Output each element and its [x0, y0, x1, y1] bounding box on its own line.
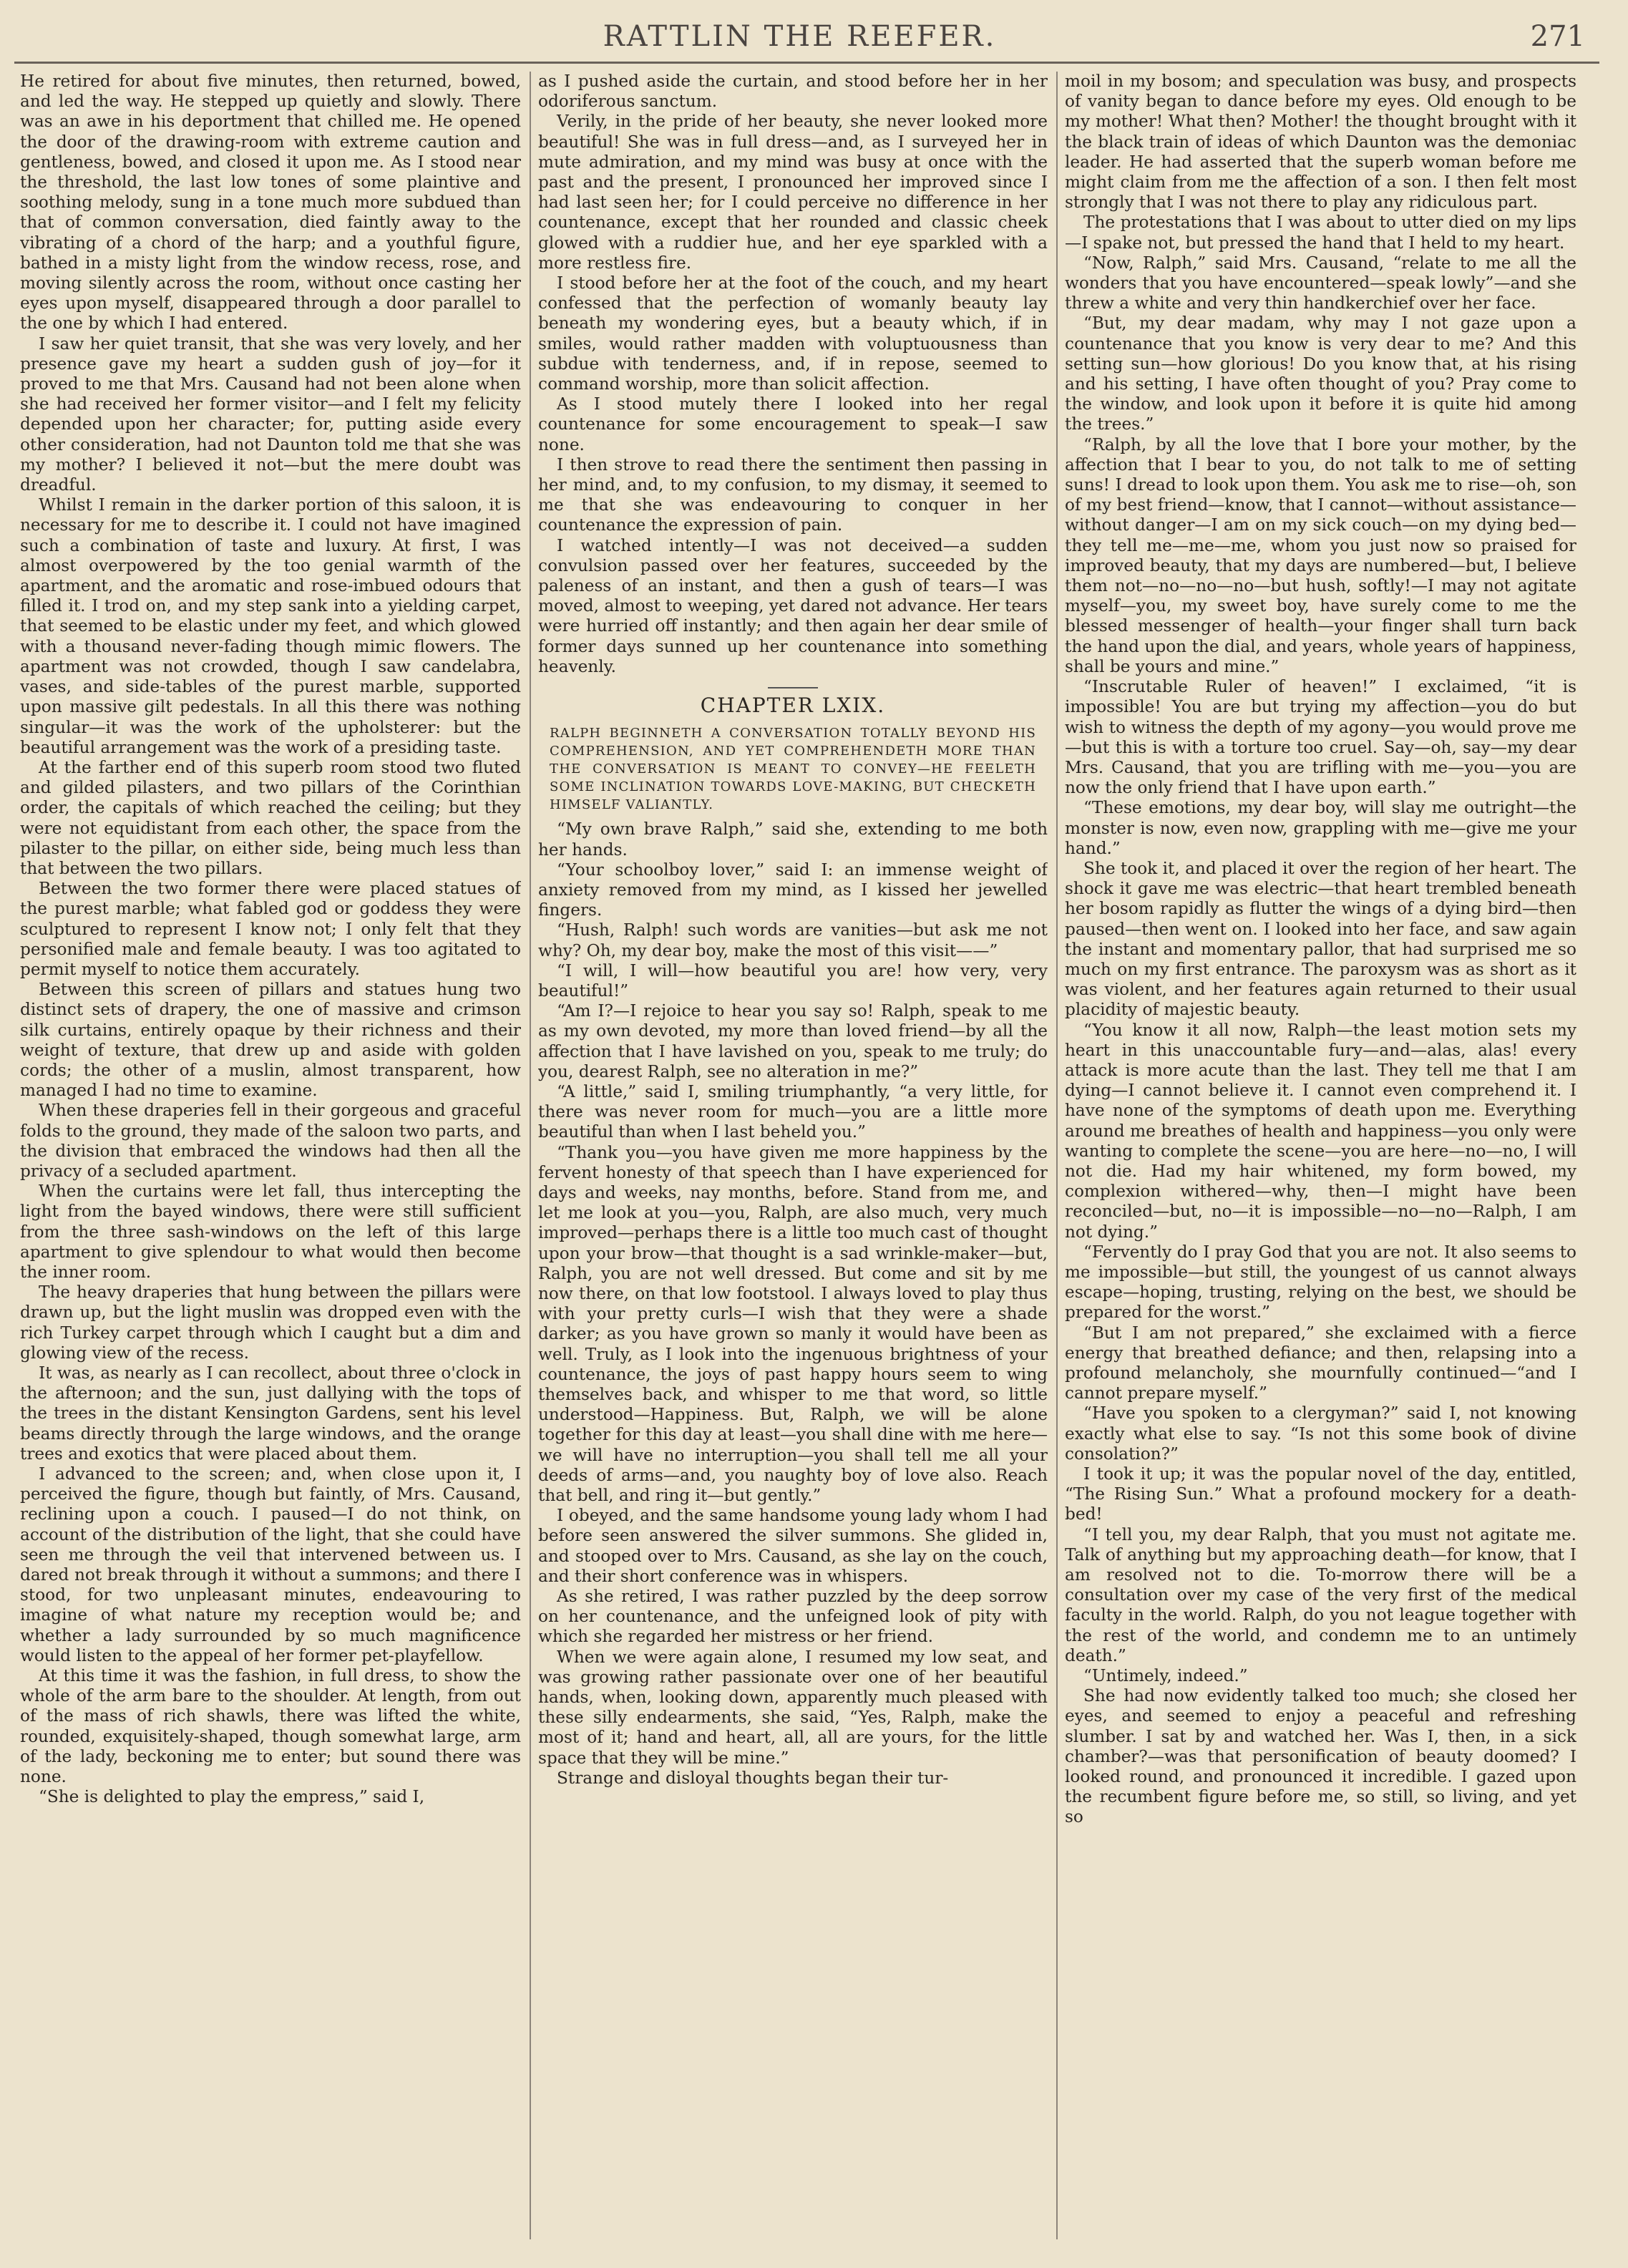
paragraph: It was, as nearly as I can recollect, about three o'clock in the afternoon; and the sun, just dallying with the tops of the trees in the distant Kensington Gardens, sent his level beams directly through the large windows, and the orange trees and exotics that were placed about them. [20, 1363, 521, 1464]
paragraph: “Now, Ralph,” said Mrs. Causand, “relate to me all the wonders that you have encountered—speak lowly”—and she threw a white and very thin handkerchief over her face. [1065, 253, 1576, 313]
paragraph: Between the two former there were placed statues of the purest marble; what fabled god or goddess they were sculptured to represent I know not; I only felt that they personified male and female beauty. I was too agitated to permit myself to notice them accurately. [20, 879, 521, 979]
running-header [14, 16, 1585, 59]
text-column-1 [20, 72, 521, 2239]
paragraph: Between this screen of pillars and statues hung two distinct sets of drapery, the one of massive and crimson silk curtains, entirely opaque by their richness and their weight of texture, that drew up and aside with golden cords; the other of a muslin, almost transparent, how managed I had no time to examine. [20, 980, 521, 1101]
paragraph: Strange and disloyal thoughts began their tur- [557, 1768, 949, 1788]
paragraph: Whilst I remain in the darker portion of this saloon, it is necessary for me to describe it. I could not have imagined such a combination of taste and luxury. At first, I was almost overpowered by the too genial warmth of the apartment, and the aromatic and rose-imbued odours that filled it. I trod on, and my step sank into a yielding carpet, that seemed to be elastic under my feet, and which glowed with a thousand never-fading though mimic flowers. The apartment was not crowded, though I saw candelabra, vases, and side-tables of the purest marble, supported upon massive gilt pedestals. In all this there was nothing singular—it was the work of the upholsterer: but the beautiful arrangement was the work of a presiding taste. [20, 495, 521, 757]
paragraph: I advanced to the screen; and, when close upon it, I perceived the figure, though but faintly, of Mrs. Causand, reclining upon a couch. I paused—I do not think, on account of the distribution of the light, that she could have seen me through the veil that intervened between us. I dared not break through it without a summons; and there I stood, for two unpleasant minutes, endeavouring to imagine of what nature my reception would be; and whether a lady surrounded by so much magnificence would listen to the appeal of her former pet-playfellow. [20, 1464, 521, 1665]
paragraph: I stood before her at the foot of the couch, and my heart confessed that the perfection of womanly beauty lay beneath my wondering eyes, but a beauty which, if in smiles, would rather madden with voluptuousness than subdue with tenderness, and, if in repose, seemed to command worship, more than solicit affection. [538, 273, 1048, 394]
paragraph: “Have you spoken to a clergyman?” said I, not knowing exactly what else to say. “Is not this some book of divine consolation?” [1065, 1403, 1576, 1464]
paragraph: “But I am not prepared,” she exclaimed with a fierce energy that breathed defiance; and then, relapsing into a profound melancholy, she mournfully continued—“and I cannot prepare myself.” [1065, 1323, 1576, 1403]
paragraph: She had now evidently talked too much; she closed her eyes, and seemed to enjoy a peaceful and refreshing slumber. I sat by and watched her. Was I, then, in a sick chamber?—was that personification of beauty doomed? I looked round, and pronounced it incredible. I gazed upon the recumbent figure before me, so still, so living, and yet so [1065, 1686, 1576, 1827]
text-column-3 [1065, 72, 1576, 2239]
column-divider [530, 72, 531, 2239]
chapter-summary: RALPH BEGINNETH A CONVERSATION TOTALLY BEYOND HIS COMPREHENSION, AND YET COMPREHENDETH MORE THAN THE CONVERSATION IS MEANT TO CONVEY—HE FEELETH SOME INCLINATION TOWARDS LOVE-MAKING, BUT CHECKETH HIMSELF VALIANTLY. [550, 726, 1036, 813]
paragraph: “Fervently do I pray God that you are not. It also seems to me impossible—but still, the youngest of us cannot always escape—hoping, trusting, relying on the best, we should be prepared for the worst.” [1065, 1242, 1576, 1323]
paragraph: I saw her quiet transit, that she was very lovely, and her presence gave my heart a sudden gush of joy—for it proved to me that Mrs. Causand had not been alone when she had received her former visitor—and I felt my felicity depended upon her character; for, putting aside every other consideration, had not Daunton told me that she was my mother? I believed it not—but the mere doubt was dreadful. [20, 334, 521, 495]
text-column-2 [538, 72, 1048, 2239]
paragraph: “My own brave Ralph,” said she, extending to me both her hands. [538, 819, 1048, 860]
paragraph: “Ralph, by all the love that I bore your mother, by the affection that I bear to you, do not talk to me of setting suns! I dread to look upon them. You ask me to rise—oh, son of my best friend—know, that I cannot—without assistance—without danger—I am on my sick couch—on my dying bed—they tell me—me—me, whom you just now so praised for improved beauty, that my days are numbered—but, I believe them not—no—no—no—but hush, softly!—I may not agitate myself—you, my sweet boy, have surely come to me the blessed messenger of health—your finger shall turn back the hand upon the dial, and years, whole years of happiness, shall be yours and mine.” [1065, 434, 1576, 676]
paragraph: The protestations that I was about to utter died on my lips—I spake not, but pressed the hand that I held to my heart. [1065, 213, 1576, 253]
running-title: RATTLIN THE REEFER. [603, 20, 997, 53]
paragraph: as I pushed aside the curtain, and stood before her in her odoriferous sanctum. [538, 72, 1048, 112]
paragraph: The heavy draperies that hung between the pillars were drawn up, but the light muslin was dropped even with the rich Turkey carpet through which I caught but a dim and glowing view of the recess. [20, 1283, 521, 1363]
paragraph: “I tell you, my dear Ralph, that you must not agitate me. Talk of anything but my approaching death—for know, that I am resolved not to die. To-morrow there will be a consultation over my case of the very first of the medical faculty in the world. Ralph, do you not league together with the rest of the world, and condemn me to an untimely death.” [1065, 1524, 1576, 1665]
chapter-title: CHAPTER LXIX. [700, 693, 886, 718]
paragraph: “You know it all now, Ralph—the least motion sets my heart in this unaccountable fury—and—alas, alas! every attack is more acute than the last. They tell me that I am dying—I cannot believe it. I cannot even comprehend it. I have none of the symptoms of death upon me. Everything around me breathes of health and happiness—you only were wanting to complete the scene—you are here—no—no, I will not die. Had my hair whitened, my form bowed, my complexion withered—why, then—I might have been reconciled—but, no—it is impossible—no—no—Ralph, I am not dying.” [1065, 1020, 1576, 1242]
paragraph: At the farther end of this superb room stood two fluted and gilded pilasters, and two pillars of the Corinthian order, the capitals of which reached the ceiling; but they were not equidistant from each other, the space from the pilaster to the pillar, on either side, being much less than that between the two pillars. [20, 757, 521, 878]
paragraph: I took it up; it was the popular novel of the day, entitled, “The Rising Sun.” What a profound mockery for a death-bed! [1065, 1464, 1576, 1524]
paragraph: When we were again alone, I resumed my low seat, and was growing rather passionate over one of her beautiful hands, when, looking down, apparently much pleased with these silly endearments, she said, “Yes, Ralph, make the most of it; hand and heart, all, all are yours, for the little space that they will be mine.” [538, 1647, 1048, 1768]
paragraph: When the curtains were let fall, thus intercepting the light from the bayed windows, there were still sufficient from the three sash-windows on the left of this large apartment to give splendour to what would then become the inner room. [20, 1182, 521, 1282]
paragraph: “A little,” said I, smiling triumphantly, “a very little, for there was never room for much—you are a little more beautiful than when I last beheld you.” [538, 1081, 1048, 1142]
paragraph: “But, my dear madam, why may I not gaze upon a countenance that you know is very dear to me? And this setting sun—how glorious! Do you know that, at his rising and his setting, I have often thought of you? Pray come to the window, and look upon it before it is quite hid among the trees.” [1065, 313, 1576, 434]
header-rule [14, 62, 1599, 64]
paragraph: “Hush, Ralph! such words are vanities—but ask me not why? Oh, my dear boy, make the most of this visit——” [538, 920, 1048, 960]
paragraph: I obeyed, and the same handsome young lady whom I had before seen answered the silver summons. She glided in, and stooped over to Mrs. Causand, as she lay on the couch, and their short conference was in whispers. [538, 1506, 1048, 1586]
paragraph: “Your schoolboy lover,” said I: an immense weight of anxiety removed from my mind, as I kissed her jewelled fingers. [538, 860, 1048, 920]
paragraph: As she retired, I was rather puzzled by the deep sorrow on her countenance, and the unfeigned look of pity with which she regarded her mistress or her friend. [538, 1587, 1048, 1647]
paragraph: She took it, and placed it over the region of her heart. The shock it gave me was electric—that heart trembled beneath her bosom rapidly as flutter the wings of a dying bird—then paused—then went on. I looked into her face, and saw again the instant and momentary pallor, that had surprised me so much on my first entrance. The paroxysm was as short as it was violent, and her features again returned to their usual placidity of majestic beauty. [1065, 858, 1576, 1020]
paragraph: “Am I?—I rejoice to hear you say so! Ralph, speak to me as my own devoted, my more than loved friend—by all the affection that I have lavished on you, speak to me truly; do you, dearest Ralph, see no alteration in me?” [538, 1001, 1048, 1081]
paragraph: “I will, I will—how beautiful you are! how very, very beautiful!” [538, 960, 1048, 1001]
paragraph: I then strove to read there the sentiment then passing in her mind, and, to my confusion, to my dismay, it seemed to me that she was endeavouring to conquer in her countenance the expression of pain. [538, 454, 1048, 535]
paragraph: At this time it was the fashion, in full dress, to show the whole of the arm bare to the shoulder. At length, from out of the mass of rich shawls, there was lifted the white, rounded, exquisitely-shaped, though somewhat large, arm of the lady, beckoning me to enter; but sound there was none. [20, 1666, 521, 1787]
paragraph: He retired for about five minutes, then returned, bowed, and led the way. He stepped up quietly and slowly. There was an awe in his deportment that chilled me. He opened the door of the drawing-room with extreme caution and gentleness, bowed, and closed it upon me. As I stood near the threshold, the last low tones of some plaintive and soothing melody, sung in a tone much more subdued than that of common conversation, died faintly away to the vibrating of a chord of the harp; and a youthful figure, bathed in a misty light from the window recess, rose, and moving silently across the room, without once casting her eyes upon myself, disappeared through a door parallel to the one by which I had entered. [20, 72, 521, 334]
page-number: 271 [1530, 20, 1585, 53]
paragraph: When these draperies fell in their gorgeous and graceful folds to the ground, they made of the saloon two parts, and the division that embraced the windows had then all the privacy of a secluded apartment. [20, 1101, 521, 1181]
paragraph: “Thank you—you have given me more happiness by the fervent honesty of that speech than I have experienced for days and weeks, nay months, before. Stand from me, and let me look at you—you, Ralph, are also much, very much improved—perhaps there is a little too much cast of thought upon your brow—that thought is a sad wrinkle-maker—but, Ralph, you are not well dressed. But come and sit by me now there, on that low footstool. I always loved to play thus with your pretty curls—I wish that they were a shade darker; as you have grown so manly it would have been as well. Truly, as I look into the ingenuous brightness of your countenance, the joys of past happy hours seem to wing themselves back, and whisper to me that word, so little understood—Happiness. But, Ralph, we will be alone together for this day at least—you shall dine with me here—we will have no interruption—you shall tell me all your deeds of arms—and, you naughty boy of love also. Reach that bell, and ring it—but gently.” [538, 1142, 1048, 1505]
paragraph: “Untimely, indeed.” [1083, 1666, 1248, 1686]
chapter-rule [768, 687, 818, 688]
paragraph: “She is delighted to play the empress,” said I, [39, 1787, 425, 1807]
paragraph: Verily, in the pride of her beauty, she never looked more beautiful! She was in full dress—and, as I surveyed her in mute admiration, and my mind was busy at once with the past and the present, I pronounced her improved since I had last seen her; for I could perceive no difference in her countenance, except that her rounded and classic cheek glowed with a ruddier hue, and her eye sparkled with a more restless fire. [538, 112, 1048, 273]
paragraph: I watched intently—I was not deceived—a sudden convulsion passed over her features, succeeded by the paleness of an instant, and then a gush of tears—I was moved, almost to weeping, yet dared not advance. Her tears were hurried off instantly; and then again her dear smile of former days sunned up her countenance into something heavenly. [538, 535, 1048, 676]
paragraph: As I stood mutely there I looked into her regal countenance for some encouragement to speak—I saw none. [538, 394, 1048, 454]
column-divider [1056, 72, 1058, 2239]
paragraph: “These emotions, my dear boy, will slay me outright—the monster is now, even now, grappling with me—give me your hand.” [1065, 798, 1576, 858]
paragraph: “Inscrutable Ruler of heaven!” I exclaimed, “it is impossible! You are but trying my affection—you do but wish to witness the depth of my agony—you would prove me—but this is with a torture too cruel. Say—oh, say—my dear Mrs. Causand, that you are trifling with me—you—you are now the only friend that I have upon earth.” [1065, 677, 1576, 798]
paragraph: moil in my bosom; and speculation was busy, and prospects of vanity began to dance before my eyes. Old enough to be my mother! What then? Mother! the thought brought with it the black train of ideas of which Daunton was the demoniac leader. He had asserted that the superb woman before me might claim from me the affection of a son. I then felt most strongly that I was not there to play any ridiculous part. [1065, 72, 1576, 213]
